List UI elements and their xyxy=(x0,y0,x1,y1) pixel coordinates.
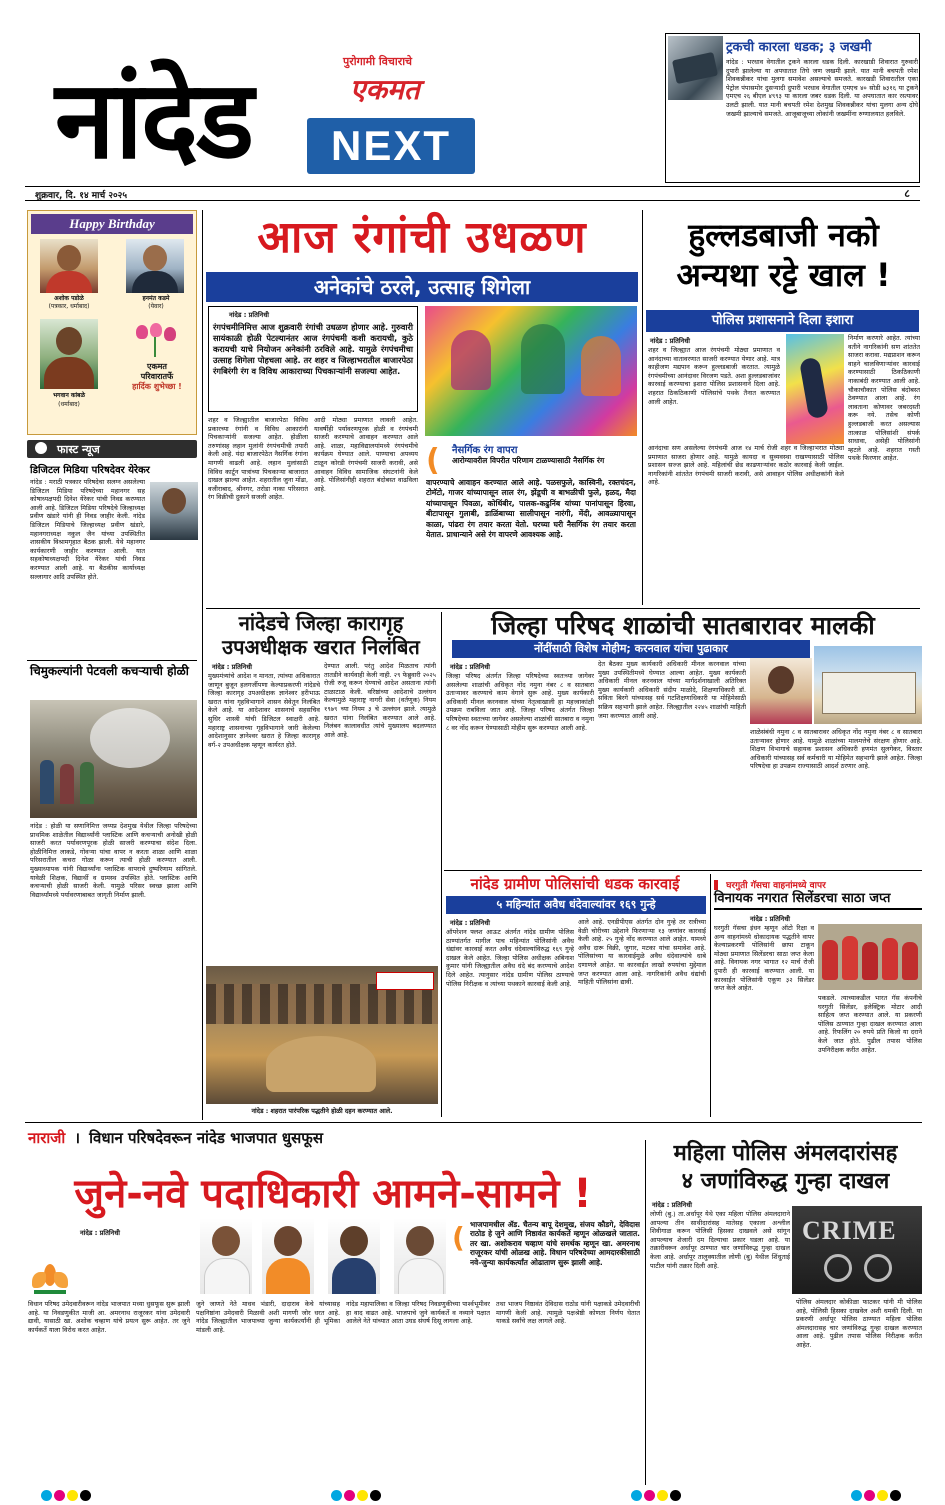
flower-icon xyxy=(164,327,176,341)
handcuffs-icon xyxy=(864,1254,892,1282)
rural-police-byline: नांदेड : प्रतिनिधी xyxy=(450,919,490,927)
cylinders-photo xyxy=(818,924,922,990)
bjp-body-a: विधान परिषद उमेदवारीवरून नांदेड भाजपात मध्या धुसफूस सुरू झाली आहे. या निवडणुकीत माजी आ. अमरनाथ राजूरकर यांना उमेदवारी द्यावी, यासाठी खा. अशोक चव्हाण यांचे प्रयत्न सुरू आहेत. तर जुने कार्यकर्ते याला विरोध करत आहेत. xyxy=(28,1300,190,1334)
lotus-icon xyxy=(32,1272,46,1288)
date-bar xyxy=(25,186,920,201)
holi-colors-photo xyxy=(425,306,637,436)
natural-box-body: वापरण्याचे आवाहन करण्यात आले आहे. पळसफुले, कास्विनी, रक्तचंदन, टोमॅटो, गाजर यांच्यापासून लाल रंग, झेंडूची व बाभळीची फुले, हळद, मैदा यांच्यापासून पिवळा, कोथिंबीर, पालक-कढुनिंब यांच्या पानांपासून हिरवा, बीटापासून गुलाबी, डाळिंबाच्या सालीपासून नारंगी, मेंदी, आवळ्यापासून काळा, पांढरा रंग तयार करता येतो. घरच्या घरी नैसर्गिक रंग तयार करता येतात. प्राधान्याने असे रंग वापरणे आवश्यक आहे. xyxy=(426,478,636,540)
fast-news-item2-title: चिमुकल्यांनी पेटवली कचऱ्याची होळी xyxy=(30,664,189,678)
handcuffs-icon xyxy=(824,1254,852,1282)
birthday-wish-1: एकमत xyxy=(147,362,167,371)
women-police-headline-1: महिला पोलिस अंमलदारांसह xyxy=(673,1141,898,1166)
bjp-kicker-text: विधान परिषदेवरून नांदेड भाजपात धुसफूस xyxy=(89,1129,323,1147)
cyan-swatch xyxy=(41,1490,52,1501)
open-quote-icon: ( xyxy=(452,1221,465,1254)
yerekar-photo xyxy=(150,482,198,540)
masthead-title: नांदेड xyxy=(55,58,253,183)
lead-intro: रंगपंचमीनिमित्त आज शुक्रवारी रंगांची उधळण होणार आहे. गुरुवारी सायंकाळी होळी पेटल्यानंतर आज रंगपंचमी कशी करायची, कुठे करायची याचे नियोजन अनेकांनी ठरविले आहे. यामुळे रंगपंचमीचा उत्साह शिगेला पोहचला आहे. तर शहर व जिल्हाभरातील बाजारपेठा रंगबिरंगी रंग व विविध आकाराच्या पिचकाऱ्यांनी सजल्या आहेत. xyxy=(213,322,413,376)
avatar xyxy=(212,1226,240,1256)
avatar-shoulders xyxy=(132,271,178,293)
lotus-base xyxy=(34,1290,66,1294)
column-divider xyxy=(202,210,203,1120)
rural-police-headline: नांदेड ग्रामीण पोलिसांची धडक कारवाई xyxy=(470,875,680,893)
child-figure xyxy=(40,760,54,804)
fast-news-label xyxy=(27,440,197,458)
black-swatch xyxy=(370,1490,381,1501)
black-swatch xyxy=(80,1490,91,1501)
jail-headline-2: उपअधीक्षक खरात निलंबित xyxy=(222,635,420,659)
smoke-shape xyxy=(90,708,170,768)
birthday-photo-3 xyxy=(40,319,98,389)
cyan-swatch xyxy=(331,1490,342,1501)
column-divider xyxy=(710,874,711,1117)
jail-body-a: मुख्यमंत्र्यांचे आदेश न मानता, त्यांच्या अधिकारात जाणून बुजून हलगर्जीपणा केल्याप्रकरणी नांदेडचे जिल्हा कारागृह उपअधीक्षक ज्ञानेश्वर हरीभाऊ खरात यांना गृहविभागाने शासन सेवेतून निलंबित केले आहे. या आदेशावर शासनाचे सहसचिव सुधिर शास्त्री यांची डिजिटल स्वाक्षरी आहे. महाराष्ट्र शासनाच्या गृहविभागाने जारी केलेल्या आदेशानुसार ज्ञानेश्वर खरात हे जिल्हा कारागृह वर्ग-२ उपअधीक्षक म्हणून कार्यरत होते. xyxy=(208,672,320,749)
zp-building-photo xyxy=(814,646,922,724)
person-figure xyxy=(521,324,565,394)
dancer-figure xyxy=(799,357,829,420)
column-divider xyxy=(645,1140,646,1485)
cylinder-icon xyxy=(882,938,898,980)
police-byline: नांदेड : प्रतिनिधी xyxy=(650,337,690,345)
column-divider xyxy=(441,612,442,1117)
bjp-lotus-logo xyxy=(30,1262,70,1298)
zp-subhead-text: नोंदींसाठी विशेष मोहीम; करनवाल यांचा पुढाकार xyxy=(534,642,728,655)
avatar xyxy=(406,1226,434,1256)
lead-subhead-text: अनेकांचे ठरले, उत्साह शिगेला xyxy=(313,275,531,299)
birthday-name-2: हनमंत कडमे xyxy=(142,295,170,302)
cylinder-kicker-text: घरगुती गॅसचा वाहनांमध्ये वापर xyxy=(726,881,826,891)
police-headline-1: हुल्लडबाजी नको xyxy=(688,216,879,254)
zp-headline: जिल्हा परिषद शाळांची सातबारावर मालकी xyxy=(491,611,875,640)
avatar-shoulders xyxy=(46,271,92,293)
birthday-role-2: (येवार) xyxy=(148,303,164,310)
child-figure xyxy=(60,764,74,804)
lead-intro-box xyxy=(208,306,418,412)
holi-dancer-photo xyxy=(786,334,844,444)
zp-byline: नांदेड : प्रतिनिधी xyxy=(450,663,490,671)
crime-image xyxy=(792,1206,922,1294)
bjp-headline: जुने-नवे पदाधिकारी आमने-सामने ! xyxy=(74,1171,592,1217)
women-police-body-b: पोलिस अंमलदार कोकीळा फाटकर यांनी मी पोलिस आहे, पोलिसी हिसका दाखवेल अशी धमकी दिली. या प्रकरणी अर्धापूर पोलिस ठाण्यात महिला पोलिस अंमलदारासह चार जणांविरुद्ध गुन्हा दाखल करण्यात आला आहे. पुढील तपास पोलिस निरीक्षक करीत आहेत. xyxy=(796,1298,922,1349)
color-registration-bar xyxy=(30,1486,915,1498)
rural-police-body-a: ऑपरेशन फ्लश आऊट अंतर्गत नांदेड ग्रामीण पोलिस ठाण्यांतर्गत मागील पाच महिन्यांत पोलिसांनी अवैध धंद्यांवर कारवाई करत अवैध धंदेवाल्यांविरुद्ध १६९ गुन्हे दाखल केले आहेत. जिल्हा पोलिस अधीक्षक अबिनाश कुमार यांनी जिल्ह्यातील अवैध धंदे बंद करण्याचे आदेश दिले आहेत. त्यानुसार नांदेड ग्रामीण पोलिस ठाण्याचे पोलिस निरीक्षक व त्यांच्या पथकाने कारवाई केली आहे. xyxy=(446,928,574,988)
women-police-byline: नांदेड : प्रतिनिधी xyxy=(652,1201,692,1209)
tulip-flowers xyxy=(134,323,178,357)
birthday-photo-1 xyxy=(40,239,98,293)
birthday-photo-2 xyxy=(126,239,184,293)
avatar-shoulders xyxy=(266,1258,310,1294)
police-headline-2: अन्यथा रट्टे खाल ! xyxy=(676,256,891,294)
lotus-icon xyxy=(54,1272,68,1288)
birthday-wish-2: परिवारातर्फे xyxy=(140,372,174,381)
person-figure xyxy=(581,336,621,396)
fast-news-item1-body: नांदेड : मराठी पत्रकार परिषदेचा सलग्न असलेल्या डिजिटल मिडिया परिषदेच्या महानगर सह कोषाध्यक्षपदी दिनेश येरेकर यांची निवड करण्यात आली आहे. डिजिटल मिडिया परिषदेचे जिल्हाध्यक्ष प्रवीण खंडारे यांनी ही निवड जाहीर केली. नांदेड डिजिटल मिडियाचे जिल्हाध्यक्ष प्रवीण खंडारे, महानगराध्यक्ष नकुल जैन यांच्या उपस्थितीत शासकीय विश्रामगृहात बैठक झाली. येथे महानगर कार्यकारणी जाहीर करण्यात आली. यात सहकोषाध्यक्षपदी दिनेश येरेकर यांची निवड करण्यात आली आहे. या बैठकीस कार्याध्यक्ष सल्लागार आदि उपस्थित होते. xyxy=(30,478,145,581)
next-logo xyxy=(307,118,475,174)
page-number: ८ xyxy=(904,187,910,200)
women-police-body-a: लोणी (बु.) ता.अर्धापूर येथे एका महिला पोलिस अंमलदाराने आपल्या तीन साथीदारांसह मातेसह एकाला अश्लील शिवीगाळ करून पोलिसी हिसका दाखवले असे सांगून आपल्याच शेजारी दम दिल्याचा प्रकार घडला आहे. या तक्रारीवरून अर्धापूर ठाण्यात चार जणांविरुद्ध गुन्हा दाखल केला आहे. अर्धापूर तालुक्यातील लोणी (बु) येथील शिंधुताई पाटील यांनी तक्रार दिली आहे. xyxy=(650,1210,790,1270)
holika-dahan-photo xyxy=(206,966,438,1104)
magenta-swatch xyxy=(54,1490,65,1501)
avatar xyxy=(56,327,82,355)
bjp-byline: नांदेड : प्रतिनिधी xyxy=(80,1229,120,1237)
cyan-swatch xyxy=(851,1490,862,1501)
birthday-name-1: अशोक पडोळे xyxy=(54,295,84,302)
avatar-shoulders xyxy=(204,1258,250,1294)
divider xyxy=(206,608,920,609)
women-police-headline-2: ४ जणांविरुद्ध गुन्हा दाखल xyxy=(681,1169,890,1194)
cylinder-kicker xyxy=(714,874,922,891)
rural-police-body-b: आले आहे. एनडीपीएस अंतर्गत दोन गुन्हे तर रात्रीच्या वेळी चोरीच्या उद्देशाने फिरणाऱ्या १३ जणांवर कारवाई केली आहे. २५ गुन्हे नोंद करण्यात आले आहेत. यामध्ये अवैध दारू विक्री, जुगार, मटका यांचा समावेश आहे. पोलिसांच्या या कारवाईमुळे अवैध धंदेवाल्यांचे धाबे दणाणले आहेत. या कारवाईत लाखो रुपयांचा मुद्देमाल जप्त करण्यात आला आहे. नागरिकांनी अवैध धंद्यांची माहिती पोलिसांना द्यावी. xyxy=(578,918,706,987)
bjp-leaders-photo-3 xyxy=(328,1218,380,1294)
zp-body-a: जिल्हा परिषद अंतर्गत जिल्हा परिषदेच्या स्वतःच्या जागेवर असलेल्या शाळांची अधिकृत नोंद नमुना नंबर ८ व सातबारा उताऱ्यावर करण्याचे काम वेगाने सुरू आहे. मुख्य कार्यकारी अधिकारी मीनल करनवाल यांच्या नेतृत्वाखाली हा महत्त्वाकांक्षी उपक्रम राबविला जात आहे. जिल्हा परिषद अंतर्गत जिल्हा परिषदेच्या स्वतःच्या जागेवर असलेल्या शाळांची सातबारा व नमुना ८ वर नोंद करून घेण्यासाठी मोहीम सुरू करण्यात आली आहे. xyxy=(446,672,594,732)
birthday-box xyxy=(27,210,197,435)
kicker-marker xyxy=(714,880,718,890)
cylinder-byline: नांदेड : प्रतिनिधी xyxy=(750,915,790,923)
police-subhead xyxy=(646,310,919,332)
person-figure xyxy=(451,330,491,390)
bjp-leaders-photo-2 xyxy=(262,1218,314,1294)
pyre-shape xyxy=(266,1036,376,1092)
kicker-separator: । xyxy=(74,1129,81,1147)
crime-label: CRIME xyxy=(802,1216,897,1245)
police-body-c: निर्माण करणारे आहेत. त्यांच्या वतीने नागरिकांनी सण शांततेत साजरा करावा. मद्यप्राशन करून वाहने चालविणाऱ्यांवर कारवाई करण्यासाठी ठिकठिकाणी नाकाबंदी करण्यात आली आहे. चौकाचौकात पोलिस बंदोबस्त ठेवण्यात आला आहे. रंग लावताना कोणावर जबरदस्ती करू नये. तसेच कोणी हुल्लडबाजी करत असल्यास तात्काळ पोलिसांशी संपर्क साधावा, असेही पोलिसांनी म्हटले आहे. शहरात गस्ती पथके फिरणार आहेत. xyxy=(848,334,920,463)
jail-byline: नांदेड : प्रतिनिधी xyxy=(212,663,252,671)
flower-icon xyxy=(150,323,162,337)
rural-police-subhead xyxy=(446,896,706,914)
avatar xyxy=(274,1226,302,1256)
top-news-body: नांदेड : भरधाव वेगातील ट्रकने कारला धडक दिली. कारखाडी शिवारात गुरुवारी दुपारी झालेल्या या अपघातात तिघे जण जखमी झाले. यात मानी बचपती रमेश शिवकन्नीकर यांचा मुलगा समावेश असल्याचे समजते. कारखडी शिवारातील एका पेट्रोल पंपासमोर दुसऱ्यादी दुपारी भरधाव वेगातील एमएच ४० सोडी ७३१६ या ट्रकने एमएच २६ बीएल ४९९३ या कारला जबर धडक दिली. या अपघातात कार रस्त्यावर उलटी झाली. यात मानी बचपती रमेश देशमुख शिवकन्नीकर यांचा मुलगा अन्य दोघे जखमी झाल्याचे समजते. आजूबाजूच्या लोकांनी जखमींना रुग्णालयात हलविले. xyxy=(726,58,918,118)
zp-body-c: शाळेसंबंधी नमुना ८ व सातबारावर अधिकृत नोंद नमुना नंबर ८ व सातबारा उताऱ्यावर होणार आहे. यामुळे शाळांच्या मालमत्तेचे संरक्षण होणार आहे. शिक्षण विभागाचे सहायक प्रशासन अधिकारी हणमंत सुलगेकर, विस्तार अधिकारी यांच्यासह सर्व कर्मचारी या मोहिमेत सहभागी झाले आहेत. जिल्हा परिषदेचा हा उपक्रम राज्यासाठी आदर्श ठरणार आहे. xyxy=(750,728,922,771)
photo-tag xyxy=(376,972,434,990)
natural-box-sub: आरोग्यावरील विपरीत परिणाम टाळण्यासाठी नैसर्गिक रंग xyxy=(452,456,605,465)
next-logo-text: NEXT xyxy=(330,122,451,169)
jail-headline-1: नांदेडचे जिल्हा कारागृह xyxy=(238,611,404,635)
cylinder-body-a: घरगुती गॅसचा इंधन म्हणून ऑटो रिक्षा व अन्य वाहनांमध्ये धोकादायक पद्धतीने वापर केल्याप्रकरणी पोलिसांनी छापा टाकून मोठ्या प्रमाणात सिलेंडरचा साठा जप्त केला आहे. विनायक नगर भागात १२ मार्च रोजी दुपारी ही कारवाई करण्यात आली. या कारवाईत पोलिसांनी एकूण ३२ सिलेंडर जप्त केले आहेत. xyxy=(714,924,814,993)
zp-body-b: देत बैठका मुख्य कार्यकारी अधिकारी मीनल करनवाल यांच्या मुख्य उपस्थितीमध्ये घेण्यात आल्या आहेत. मुख्य कार्यकारी अधिकारी मीनल करनवाल यांच्या मार्गदर्शनाखाली अतिरिक्त मुख्य कार्यकारी अधिकारी संदीप माळोदे, शिक्षणाधिकारी डॉ. सविता बिरगे यांच्यासह सर्व गटशिक्षणाधिकारी या मोहिमेसाठी सक्रिय सहभागी झाले आहेत. जिल्ह्यातील २२४५ शाळांची माहिती जमा करण्यात आली आहे. xyxy=(598,660,746,720)
avatar xyxy=(340,1226,368,1256)
color-swatch-group xyxy=(330,1486,382,1505)
bjp-leaders-photo-1 xyxy=(200,1218,252,1294)
bjp-body-b: जुने जाणते नेते माधव भंडारी, दादाराव केचे यांच्यासह पक्षनिष्ठांना उमेदवारी मिळावी अशी मागणी जोर धरत आहे. नांदेड जिल्ह्यातील भाजपाच्या जुन्या कार्यकर्त्यांनी ही भूमिका मांडली आहे. xyxy=(196,1300,340,1334)
fast-news-item1-title: डिजिटल मिडिया परिषदेवर येरेकर xyxy=(30,465,150,476)
avatar-shoulders xyxy=(332,1258,376,1294)
top-news-headline: ट्रकची कारला धडक; ३ जखमी xyxy=(726,40,872,55)
natural-color-box xyxy=(424,440,638,606)
cyan-swatch xyxy=(631,1490,642,1501)
police-body-b: आनंदाचा सण असलेल्या रंगपंचमी आज १४ मार्च रोजी शहर व जिल्हाभरात मोठ्या प्रमाणात साजरा होणार आहे. यामुळे कायदा व सुव्यवस्था राखण्यासाठी पोलिस प्रशासन सज्ज झाले आहे. महिलांची छेड काढणाऱ्यांवर कठोर कारवाई केली जाईल. नागरिकांनी शांततेत रंगपंचमी साजरी करावी, असे आवाहन पोलिस अधीक्षकांनी केले आहे. xyxy=(648,444,844,487)
avatar-shoulders xyxy=(398,1258,444,1294)
zp-official-photo xyxy=(750,658,812,724)
zp-subhead xyxy=(452,640,810,658)
crowd-shape xyxy=(206,984,438,1024)
bjp-body-d: तथा भाजप निष्ठावंत देविदास राठोड यांनी पक्षाकडे उमेदवारीची मागणी केली आहे. त्यामुळे पक्षश्रेष्ठी कोणता निर्णय घेतात याकडे सर्वांचे लक्ष लागले आहे. xyxy=(496,1300,640,1326)
avatar xyxy=(57,245,81,271)
fast-news-item2-body: नांदेड : होळी या सणानिमित्त जय्यप्र देशमुख येथील जिल्हा परिषदेच्या प्राथमिक शाळेतील विद्यार्थ्यांनी प्लास्टिक आणि कचऱ्याची अनोखी होळी साजरी करत पर्यावरणपूरक होळी साजरी करण्याचा संदेश दिला. होळीनिमित्त लाकडे, गोवऱ्या यांचा वापर न करता शाळा आणि शाळा परिसरातील कचरा गोळा करून त्याची होळी करण्यात आली. मुख्याध्यापक यांनी विद्यार्थ्यांना प्लास्टिक वापराचे दुष्परिणाम सांगितले. यावेळी शिक्षक, विद्यार्थी व ग्रामस्थ उपस्थित होते. प्लास्टिक आणि कचऱ्याची होळी साजरी केली. यामुळे परिसर स्वच्छ झाला आणि विद्यार्थ्यांमध्ये पर्यावरणाबाबत जागृती निर्माण झाली. xyxy=(30,822,197,899)
magenta-swatch xyxy=(344,1490,355,1501)
bjp-intro: भाजपामधील ॲड. चैतन्य बापू देशमुख, संजय कौडगे, देविदास राठोड हे जुने आणि निष्ठावंत कार्यकर्ते म्हणून ओळखले जातात. तर खा. अशोकराव चव्हाण यांचे समर्थक म्हणून खा. अमरनाथ राजूरकर यांची ओळख आहे. विधान परिषदेच्या आमदारकीसाठी नवे-जुन्या कार्यकर्त्यांत ओढाताण सुरू झाली आहे. xyxy=(470,1220,640,1267)
rural-police-subhead-text: ५ महिन्यांत अवैध धंदेवाल्यांवर १६९ गुन्हे xyxy=(496,898,656,911)
lead-body-a: शहर व जिल्ह्यातील बाजारपेठा विविध प्रकारच्या रंगांनी व विविध आकारांनी पिचकाऱ्यांनी सजल्या आहेत. होळीला तरुणांसह लहान मुलांनी रंगपंचमीची तयारी केली आहे. यंदा बाजारपेठेत नैसर्गिक रंगांना मागणी वाढली आहे. लहान मुलांसाठी विविध कार्टून पात्रांच्या पिचकाऱ्या बाजारात दाखल झाल्या आहेत. शहरातील जुना मोंढा, वजीराबाद, श्रीनगर, तरोडा नाका परिसरात रंग विक्रीची दुकाने सजली आहेत. xyxy=(208,416,308,502)
bjp-body-c: नांदेड महापालिका व जिल्हा परिषद निवडणुकीच्या पार्श्वभूमीवर हा वाद वाढत आहे. भाजपाचे जुने कार्यकर्ते व नव्याने पक्षात आलेले नेते यांच्यात आता उघड संघर्ष दिसू लागला आहे. xyxy=(346,1300,490,1326)
yellow-swatch xyxy=(357,1490,368,1501)
children-bonfire-photo xyxy=(30,700,197,818)
top-news-box xyxy=(665,33,920,183)
lead-headline: आज रंगांची उधळण xyxy=(257,212,587,263)
police-body-a: शहर व जिल्ह्यात आज रंगपंचमी मोठ्या प्रमाणात व आनंदाच्या वातावरणात साजरी करण्यात येणार आहे. मात्र काहीजण मद्यपान करून हुल्लडबाजी करतात. त्यामुळे रंगपंचमीच्या आनंदावर विरजण पडते. अशा हुल्लडबाजांवर कारवाई करण्याचा इशारा पोलिस प्रशासनाने दिला आहे. शहरात ठिकठिकाणी पोलिसांचे पथके तैनात करण्यात आली आहेत. xyxy=(648,346,780,406)
cylinder-headline: विनायक नगरात सिलेंडरचा साठा जप्त xyxy=(714,890,922,910)
cylinder-icon xyxy=(822,940,838,980)
truck-image xyxy=(672,52,718,84)
divider xyxy=(25,1122,922,1123)
color-swatch-group xyxy=(40,1486,92,1505)
cylinder-icon xyxy=(842,936,858,980)
masthead xyxy=(25,18,480,186)
avatar xyxy=(162,488,186,514)
yellow-swatch xyxy=(877,1490,888,1501)
police-subhead-text: पोलिस प्रशासनाने दिला इशारा xyxy=(711,313,854,328)
avatar xyxy=(768,666,794,694)
natural-box-title: नैसर्गिक रंग वापरा xyxy=(452,445,518,456)
child-figure xyxy=(80,762,94,804)
issue-date: शुक्रवार, दि. १४ मार्च २०२५ xyxy=(35,191,128,201)
column-divider xyxy=(642,210,643,605)
birthday-role-1: (पत्रकार, धर्माबाद) xyxy=(48,303,90,310)
lead-body-b: आदी मोठ्या प्रमाणात लावली आहेत. यावर्षीही पर्यावरणपूरक होळी व रंगपंचमी साजरी करण्याचे आवाहन करण्यात आले आहे. शाळा, महाविद्यालयांमध्ये रंगपंचमीचे कार्यक्रम घेण्यात आले. पाण्याचा अपव्यय टाळून कोरडी रंगपंचमी साजरी करावी, असे आवाहन विविध सामाजिक संघटनांनी केले आहे. पोलिसांनीही शहरात बंदोबस्त वाढविला आहे. xyxy=(314,416,418,493)
black-swatch xyxy=(890,1490,901,1501)
bjp-kicker xyxy=(28,1128,628,1150)
birthday-wish-3: हार्दिक शुभेच्छा ! xyxy=(132,382,182,391)
bjp-leaders-photo-4 xyxy=(394,1218,446,1294)
avatar xyxy=(143,245,167,271)
stem-icon xyxy=(154,337,156,357)
masthead-tagline: पुरोगामी विचाराचे xyxy=(343,55,413,68)
color-swatch-group xyxy=(630,1486,682,1505)
divider xyxy=(27,660,197,661)
magenta-swatch xyxy=(644,1490,655,1501)
birthday-name-3: भगवान कांबळे xyxy=(52,392,86,399)
masthead-brand: एकमत xyxy=(350,73,420,106)
bjp-intro-box xyxy=(452,1220,640,1296)
black-swatch xyxy=(670,1490,681,1501)
bjp-kicker-label: नाराजी xyxy=(28,1129,66,1147)
lead-subhead xyxy=(206,272,638,302)
flame-icon xyxy=(35,442,47,454)
birthday-role-3: (धर्माबाद) xyxy=(58,401,80,408)
cylinder-icon xyxy=(862,942,878,980)
building-shape xyxy=(822,672,916,714)
birthday-title: Happy Birthday xyxy=(31,214,193,234)
fast-news-text: फास्ट न्यूज xyxy=(57,443,100,456)
yellow-swatch xyxy=(67,1490,78,1501)
divider xyxy=(444,870,922,871)
avatar-shoulders xyxy=(44,357,94,389)
flower-icon xyxy=(136,325,148,339)
color-swatch-group xyxy=(850,1486,902,1505)
top-news-photo xyxy=(668,36,723,100)
lead-byline: नांदेड : प्रतिनिधी xyxy=(229,311,269,319)
open-quote-icon: ( xyxy=(426,443,440,478)
yellow-swatch xyxy=(657,1490,668,1501)
magenta-swatch xyxy=(864,1490,875,1501)
jail-body-b: देण्यात आली. परंतु आदेश मिळताच त्यांनी तातडीने कार्यवाही केली नाही. २९ फेब्रुवारी २०२५ रोजी रुजू करून घेण्याचे आदेश असताना त्यांनी टाळाटाळ केली. वरिष्ठांच्या आदेशाचे उल्लंघन केल्यामुळे महाराष्ट्र नागरी सेवा (वर्तणूक) नियम १९७९ च्या नियम ३ चे उल्लंघन झाले. त्यामुळे खरात यांना निलंबित करण्यात आले आहे. निलंबन कालावधीत त्यांचे मुख्यालय बदलण्यात आले आहे. xyxy=(324,662,436,739)
cylinder-icon xyxy=(902,942,918,980)
jail-photo-caption: नांदेड : शहरात पारंपरिक पद्धतीने होळी दहन करण्यात आले. xyxy=(251,1107,393,1115)
cylinder-body-b: पकडले. त्याच्याकडील भारत गॅस कंपनीचे घरगुती सिलेंडर, इलेक्ट्रिक मोटार आदी साहित्य जप्त करण्यात आले. या प्रकरणी पोलिस ठाण्यात गुन्हा दाखल करण्यात आला आहे. रिफलिंग २० रुपये प्रति किलो या दराने केले जात होते. पुढील तपास पोलिस उपनिरीक्षक करीत आहेत. xyxy=(818,994,922,1054)
